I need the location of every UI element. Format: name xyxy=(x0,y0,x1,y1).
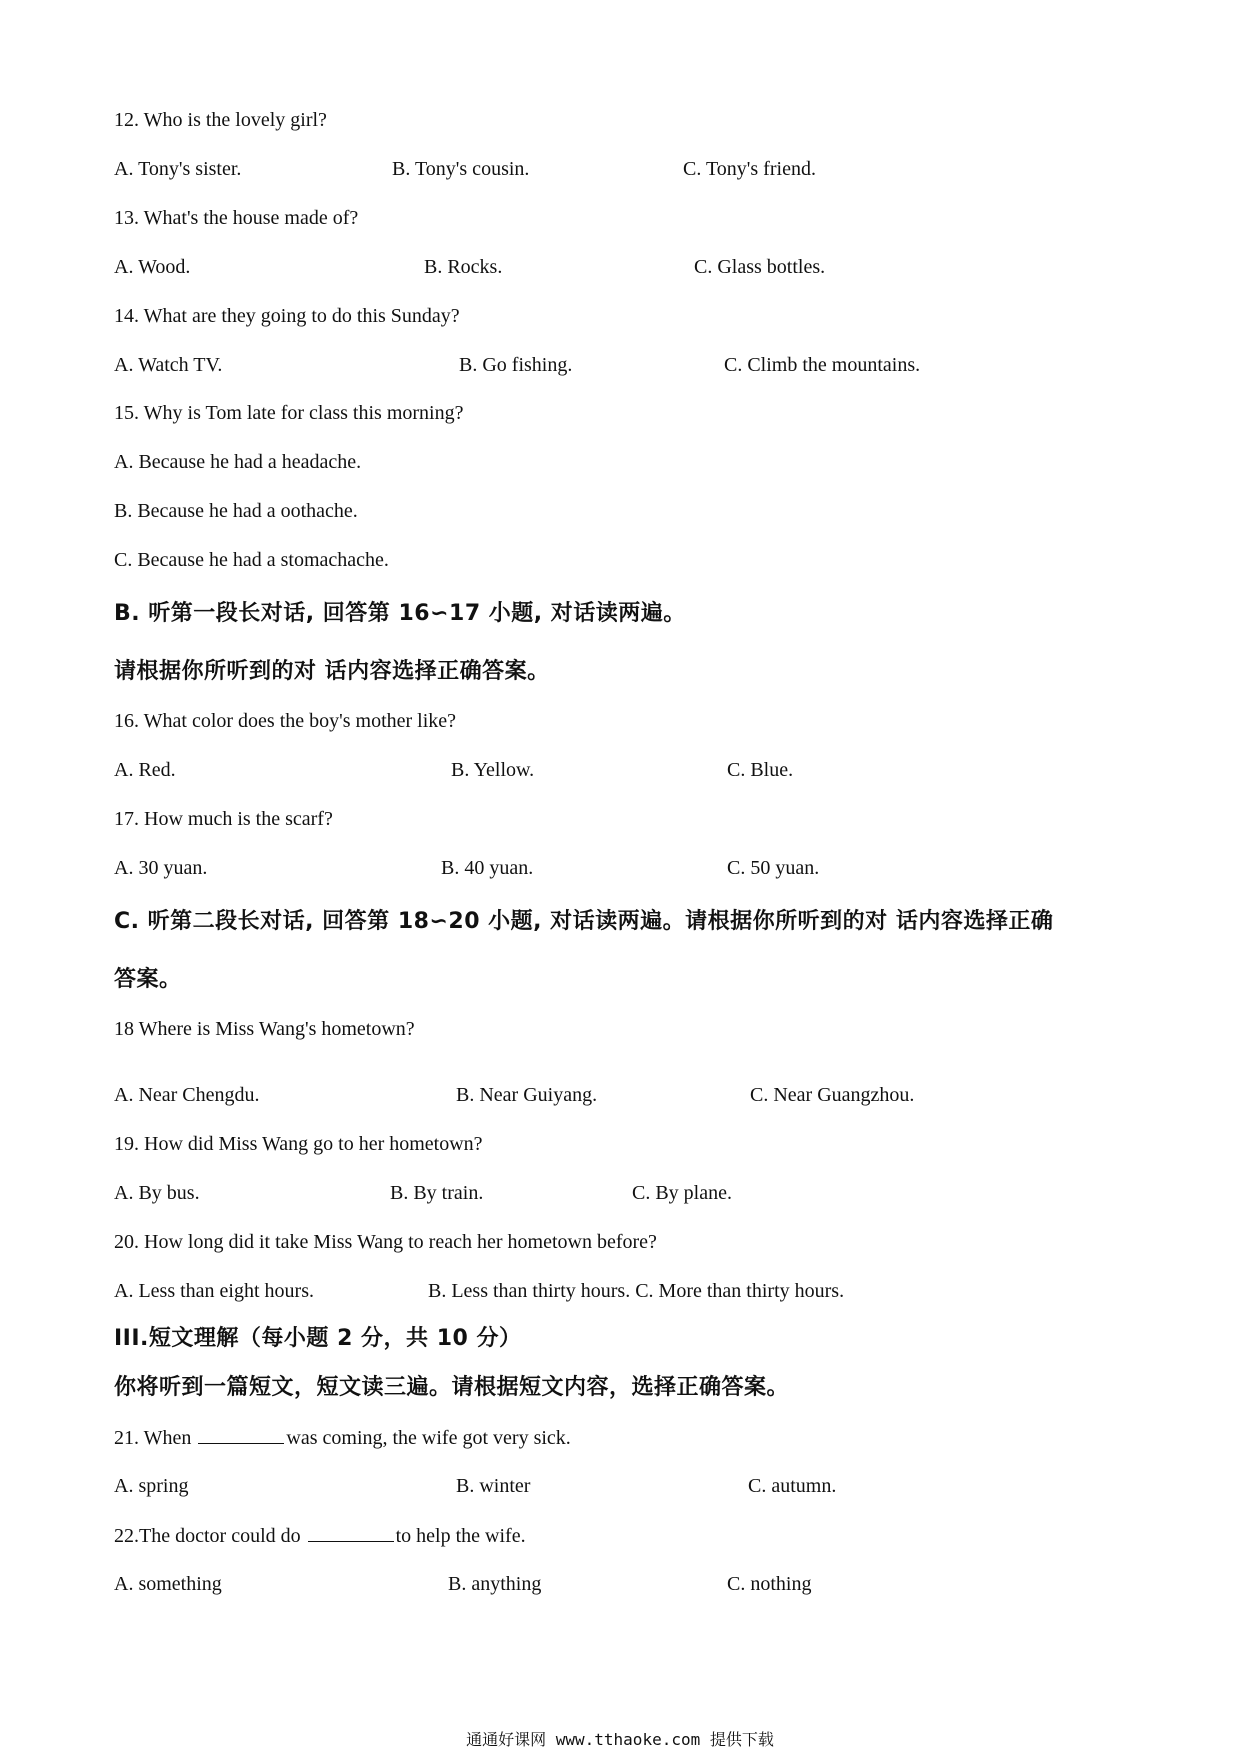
option-19a: A. By bus. xyxy=(114,1182,200,1204)
option-21c: C. autumn. xyxy=(748,1475,837,1497)
option-17c: C. 50 yuan. xyxy=(727,857,820,879)
option-17a: A. 30 yuan. xyxy=(114,857,208,879)
question-12: 12. Who is the lovely girl? xyxy=(114,109,327,131)
section-iii-heading: III.短文理解（每小题 2 分，共 10 分） xyxy=(114,1326,522,1351)
question-21 xyxy=(114,1425,571,1450)
option-19b: B. By train. xyxy=(390,1182,484,1204)
option-16b: B. Yellow. xyxy=(451,759,535,781)
option-13a: A. Wood. xyxy=(114,256,191,278)
option-12b: B. Tony's cousin. xyxy=(392,158,530,180)
option-14b: B. Go fishing. xyxy=(459,354,573,376)
option-12a: A. Tony's sister. xyxy=(114,158,242,180)
option-22c: C. nothing xyxy=(727,1573,812,1595)
option-21b: B. winter xyxy=(456,1475,531,1497)
question-22-post: to help the wife. xyxy=(395,1525,526,1547)
option-20bc: B. Less than thirty hours. C. More than thirty hours. xyxy=(428,1280,845,1302)
section-c-heading: C. 听第二段长对话, 回答第 18∽20 小题, 对话读两遍。请根据你所听到的对 话内容选择正确 xyxy=(114,909,1054,934)
option-17b: B. 40 yuan. xyxy=(441,857,534,879)
option-13b: B. Rocks. xyxy=(424,256,503,278)
option-22b: B. anything xyxy=(448,1573,542,1595)
question-15: 15. Why is Tom late for class this morning? xyxy=(114,402,464,424)
answer-blank xyxy=(308,1523,394,1542)
question-20: 20. How long did it take Miss Wang to reach her hometown before? xyxy=(114,1231,657,1253)
option-18c: C. Near Guangzhou. xyxy=(750,1084,915,1106)
question-16: 16. What color does the boy's mother like? xyxy=(114,710,457,732)
option-22a: A. something xyxy=(114,1573,222,1595)
option-15b: B. Because he had a oothache. xyxy=(114,500,358,522)
option-13c: C. Glass bottles. xyxy=(694,256,826,278)
question-13: 13. What's the house made of? xyxy=(114,207,359,229)
question-18: 18 Where is Miss Wang's hometown? xyxy=(114,1018,415,1040)
answer-blank xyxy=(198,1425,284,1444)
option-14a: A. Watch TV. xyxy=(114,354,223,376)
option-15a: A. Because he had a headache. xyxy=(114,451,362,473)
option-21a: A. spring xyxy=(114,1475,189,1497)
option-12c: C. Tony's friend. xyxy=(683,158,816,180)
question-22 xyxy=(114,1523,526,1548)
option-16c: C. Blue. xyxy=(727,759,794,781)
question-17: 17. How much is the scarf? xyxy=(114,808,333,830)
option-20a: A. Less than eight hours. xyxy=(114,1280,314,1302)
question-22-pre: 22.The doctor could do xyxy=(114,1525,306,1547)
section-iii-instruction: 你将听到一篇短文，短文读三遍。请根据短文内容，选择正确答案。 xyxy=(114,1375,790,1400)
section-b-heading: B. 听第一段长对话, 回答第 16∽17 小题, 对话读两遍。 xyxy=(114,601,686,626)
option-16a: A. Red. xyxy=(114,759,176,781)
question-21-post: was coming, the wife got very sick. xyxy=(286,1427,571,1449)
option-18b: B. Near Guiyang. xyxy=(456,1084,598,1106)
question-14: 14. What are they going to do this Sunday? xyxy=(114,305,460,327)
section-b-instruction: 请根据你所听到的对 话内容选择正确答案。 xyxy=(114,659,550,684)
question-21-pre: 21. When xyxy=(114,1427,197,1449)
option-14c: C. Climb the mountains. xyxy=(724,354,921,376)
page-footer: 通通好课网 www.tthaoke.com 提供下载 xyxy=(466,1730,774,1749)
option-15c: C. Because he had a stomachache. xyxy=(114,549,389,571)
section-c-heading-cont: 答案。 xyxy=(114,967,182,992)
question-19: 19. How did Miss Wang go to her hometown? xyxy=(114,1133,483,1155)
option-18a: A. Near Chengdu. xyxy=(114,1084,260,1106)
option-19c: C. By plane. xyxy=(632,1182,732,1204)
